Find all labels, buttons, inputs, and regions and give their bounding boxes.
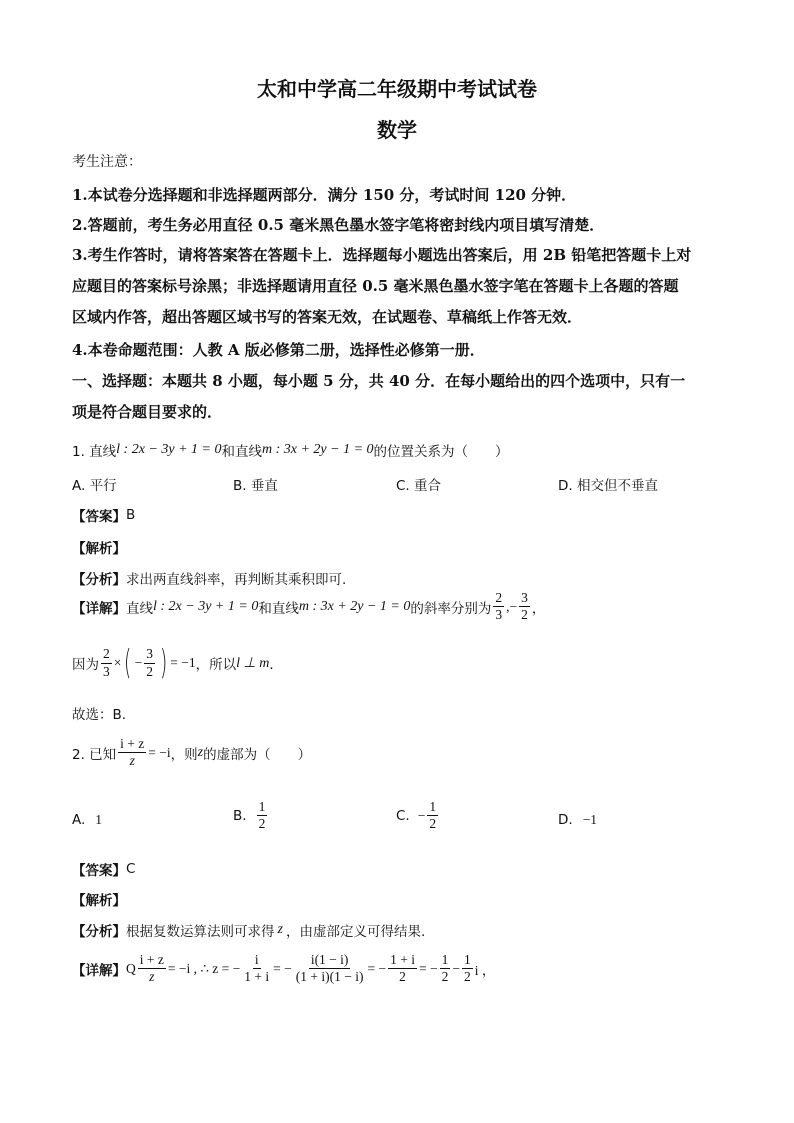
- notice-line-5: 区域内作答，超出答题区域书写的答案无效，在试题卷、草稿纸上作答无效．: [72, 308, 583, 326]
- q2-option-c-fraction: [427, 800, 438, 831]
- q1-detail-l-equation: l : 2x − 3y + 1 = 0: [153, 598, 259, 614]
- q1-slope-2-numerator: 3: [519, 591, 530, 607]
- q1-fenxi: [72, 568, 346, 588]
- q1-option-c: C. 重合: [396, 478, 442, 494]
- notice-line-2: 2.答题前，考生务必用直径 0.5 毫米黑色墨水签字笔将密封线内项目填写清楚．: [72, 216, 605, 234]
- q2-option-c-numerator: 1: [427, 800, 438, 816]
- q1-detail-text-c: 的斜率分别为: [410, 600, 492, 617]
- q2-equation-rhs: = −i: [148, 744, 171, 760]
- q2-detail-fraction-4-denominator: 2: [399, 969, 406, 985]
- q2-detail-eq-2: = −: [273, 960, 292, 976]
- q1-product-fraction-2-numerator: 3: [144, 647, 155, 663]
- q2-detail-eq-3: = −: [367, 960, 387, 976]
- q1-end-text: 的位置关系为（ ）: [373, 444, 509, 460]
- q2-variable-z: z: [197, 744, 204, 760]
- q2-detail-eq-5: −: [452, 960, 460, 976]
- question-1: [72, 440, 509, 460]
- q1-detail-text-b: 和直线: [258, 600, 299, 617]
- q1-because-text: 因为: [72, 657, 99, 673]
- q2-end-text: 的虚部为（ ）: [203, 746, 312, 763]
- q1-so-text: ，所以: [195, 657, 237, 673]
- q2-detail-eq-1: = −i , ∴ z = −: [167, 960, 241, 976]
- q2-analysis-tag: 【解析】: [72, 893, 126, 909]
- notice-line-4: 应题目的答案标号涂黑；非选择题请用直径 0.5 毫米黑色墨水签字笔在答题卡上各题的答题: [72, 277, 679, 295]
- q1-fenxi-tag: 【分析】: [72, 572, 126, 588]
- q2-fenxi-text-a: 根据复数运算法则可求得: [126, 924, 275, 940]
- q2-detail-eq-4: = −: [418, 960, 438, 976]
- q2-option-d-value: −1: [582, 812, 598, 827]
- q2-option-d-label: D.: [558, 812, 573, 828]
- q1-period: ．: [269, 657, 283, 673]
- q1-detail-text-a: 直线: [126, 600, 153, 617]
- q2-fraction: [118, 737, 146, 768]
- q1-fenxi-text: 求出两直线斜率，再判断其乘积即可.: [126, 572, 347, 588]
- q2-detail-fraction-4-numerator: 1 + i: [388, 953, 417, 969]
- q2-detail-fraction-1-denominator: z: [149, 969, 155, 985]
- q1-answer-tag: 【答案】: [72, 509, 126, 525]
- q1-number: 1. 直线: [72, 444, 117, 460]
- q2-detail-fraction-4: [388, 953, 417, 984]
- q2-detail-fraction-5-denominator: 2: [441, 969, 449, 985]
- q2-option-b-label: B.: [233, 807, 247, 824]
- q1-product-fraction-1: [101, 647, 112, 678]
- q2-option-a: [72, 812, 102, 828]
- q1-option-d: D. 相交但不垂直: [558, 478, 658, 494]
- q1-answer-value: B: [126, 507, 136, 523]
- q2-option-b-numerator: 1: [257, 800, 268, 816]
- q2-detail-fraction-2: [242, 953, 271, 984]
- q2-option-a-label: A.: [72, 812, 86, 828]
- q2-number: 2. 已知: [72, 746, 117, 763]
- q2-fenxi-z: z: [277, 922, 283, 937]
- q1-detail: [72, 591, 545, 622]
- q1-slope-1-numerator: 2: [493, 591, 504, 607]
- q1-detail-tag: 【详解】: [72, 600, 126, 617]
- q1-slope-1-fraction: [493, 591, 504, 622]
- section-heading-line-1: 一、选择题：本题共 8 小题，每小题 5 分，共 40 分．在每小题给出的四个选项中，只有一: [72, 372, 686, 390]
- q2-detail-fraction-1: [138, 953, 166, 984]
- q1-product-fraction-1-numerator: 2: [101, 647, 112, 663]
- notice-heading: 考生注意：: [72, 154, 142, 170]
- q1-product-fraction-1-denominator: 3: [103, 663, 110, 679]
- q1-line-l-equation: l : 2x − 3y + 1 = 0: [116, 442, 222, 457]
- q2-fraction-numerator: i + z: [118, 737, 146, 753]
- exam-title: 太和中学高二年级期中考试试卷: [257, 77, 537, 101]
- q1-line-m-equation: m : 3x + 2y − 1 = 0: [262, 442, 374, 457]
- q1-slope-2-fraction: [519, 591, 530, 622]
- notice-line-6: 4.本卷命题范围：人教 A 版必修第二册，选择性必修第一册．: [72, 341, 485, 359]
- q2-detail-fraction-6: [462, 953, 473, 984]
- q1-mid-text: 和直线: [221, 444, 262, 460]
- q2-option-d: [558, 812, 597, 828]
- q2-fenxi: [72, 920, 425, 940]
- q1-times-sign: ×: [113, 655, 122, 670]
- q1-perpendicular: l ⊥ m: [236, 655, 270, 671]
- q2-detail-fraction-5-numerator: 1: [440, 953, 451, 969]
- q1-slope-separator: ,−: [506, 598, 518, 614]
- q1-product-line: [72, 643, 283, 683]
- q2-because-symbol: Q: [126, 960, 136, 976]
- q1-analysis-tag: 【解析】: [72, 541, 126, 557]
- q1-negative-sign: −: [134, 655, 143, 670]
- q1-detail-comma: ，: [531, 600, 546, 617]
- notice-line-1: 1.本试卷分选择题和非选择题两部分．满分 150 分，考试时间 120 分钟．: [72, 186, 577, 204]
- q2-detail-tail: i ，: [474, 962, 496, 978]
- q2-detail-fraction-3-numerator: i(1 − i): [309, 953, 351, 969]
- notice-line-3: 3.考生作答时，请将答案答在答题卡上．选择题每小题选出答案后，用 2B 铅笔把答题卡上对: [72, 246, 692, 264]
- q2-option-b-denominator: 2: [258, 816, 266, 832]
- q1-slope-1-denominator: 3: [495, 607, 503, 623]
- q1-product-fraction-2: [144, 647, 155, 678]
- q2-option-c-sign: −: [417, 807, 426, 823]
- q1-choose: 故选：B.: [72, 707, 127, 723]
- q2-option-a-value: 1: [95, 812, 103, 827]
- q2-answer: [72, 859, 135, 879]
- q2-detail-fraction-6-denominator: 2: [463, 969, 471, 985]
- q2-fenxi-tag: 【分析】: [72, 924, 126, 940]
- q1-option-a: A. 平行: [72, 478, 117, 494]
- q2-answer-value: C: [126, 861, 136, 877]
- q2-fenxi-text-b: ，由虚部定义可得结果.: [285, 924, 426, 940]
- q2-mid-text: ，则: [170, 746, 198, 763]
- q2-fraction-denominator: z: [129, 753, 135, 769]
- q1-option-b: B. 垂直: [233, 478, 278, 494]
- section-heading-line-2: 项是符合题目要求的．: [72, 403, 223, 421]
- q1-product-fraction-2-denominator: 2: [146, 663, 154, 679]
- q2-option-c: [396, 800, 440, 831]
- q2-detail-fraction-3-denominator: (1 + i)(1 − i): [295, 969, 364, 985]
- q2-option-c-denominator: 2: [429, 816, 437, 832]
- q1-answer: [72, 505, 135, 525]
- q2-detail-fraction-2-numerator: i: [253, 953, 261, 969]
- q1-product-result: = −1: [170, 655, 196, 670]
- q2-answer-tag: 【答案】: [72, 863, 126, 879]
- exam-subject: 数学: [377, 118, 417, 142]
- q2-option-b: [233, 800, 269, 831]
- q2-detail-tag: 【详解】: [72, 962, 126, 979]
- q2-option-c-label: C.: [396, 807, 410, 824]
- q2-option-b-fraction: [257, 800, 268, 831]
- right-paren-icon: ): [160, 643, 168, 683]
- q2-detail-fraction-3: [294, 953, 366, 984]
- q1-detail-m-equation: m : 3x + 2y − 1 = 0: [298, 598, 411, 614]
- question-2: [72, 737, 311, 768]
- left-paren-icon: (: [124, 643, 132, 683]
- q2-detail: [72, 953, 495, 984]
- q1-slope-2-denominator: 2: [521, 607, 528, 623]
- q2-detail-fraction-1-numerator: i + z: [138, 953, 166, 969]
- q2-detail-fraction-5: [440, 953, 451, 984]
- q2-detail-fraction-2-denominator: 1 + i: [244, 969, 270, 985]
- q2-detail-fraction-6-numerator: 1: [462, 953, 473, 969]
